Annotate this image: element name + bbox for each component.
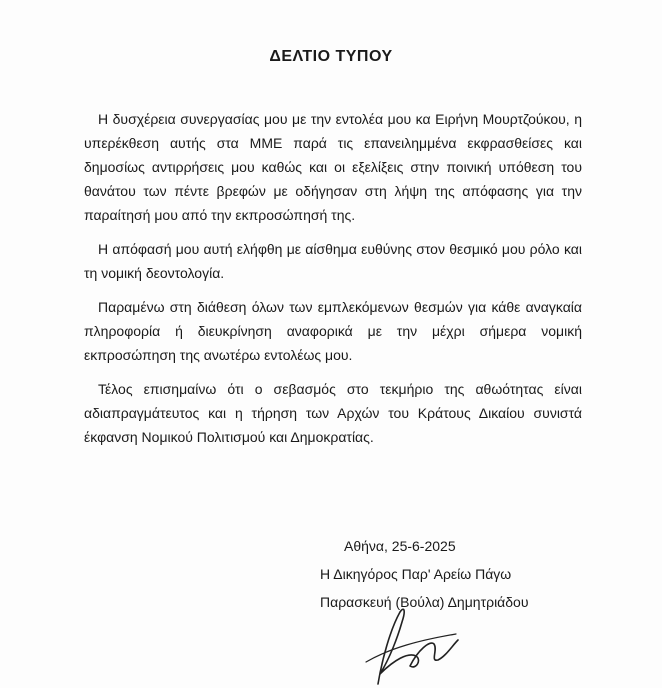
- place-date: Αθήνα, 25-6-2025: [344, 538, 456, 554]
- signer-name: Παρασκευή (Βούλα) Δημητριάδου: [320, 594, 529, 610]
- signer-role: Η Δικηγόρος Παρ' Αρείω Πάγω: [320, 566, 512, 582]
- paragraph-4: Τέλος επισημαίνω ότι ο σεβασμός στο τεκμήριο της αθωότητας είναι αδιαπραγμάτευτος και η τήρηση των Αρχών του Κράτους Δικαίου συνιστά έκφανση Νομικού Πολιτισμού και Δημοκρατίας.: [84, 381, 582, 445]
- document-title: ΔΕΛΤΙΟ ΤΥΠΟΥ: [269, 48, 393, 65]
- paragraph-3: Παραμένω στη διάθεση όλων των εμπλεκόμενων θεσμών για κάθε αναγκαία πληροφορία ή διευκρίνηση αναφορικά με την μέχρι σήμερα νομική εκπροσώπηση της ανωτέρω εντολέως μου.: [84, 299, 582, 363]
- paragraph-1: Η δυσχέρεια συνεργασίας μου με την εντολέα μου κα Ειρήνη Μουρτζούκου, η υπερέκθεση αυτής στα ΜΜΕ παρά τις επανειλημμένα εκφρασθείσες και δημοσίως αντιρρήσεις μου καθώς και οι εξελίξεις στην ποινική υπόθεση του θανάτου των πέντε βρεφών με οδήγησαν στη λήψη της απόφασης για την παραίτησή μου από την εκπροσώπησή της.: [84, 111, 582, 223]
- paragraph-2: Η απόφασή μου αυτή ελήφθη με αίσθημα ευθύνης στον θεσμικό μου ρόλο και τη νομική δεοντολογία.: [84, 241, 582, 281]
- signature-icon: [360, 600, 470, 688]
- document-body: [84, 107, 582, 459]
